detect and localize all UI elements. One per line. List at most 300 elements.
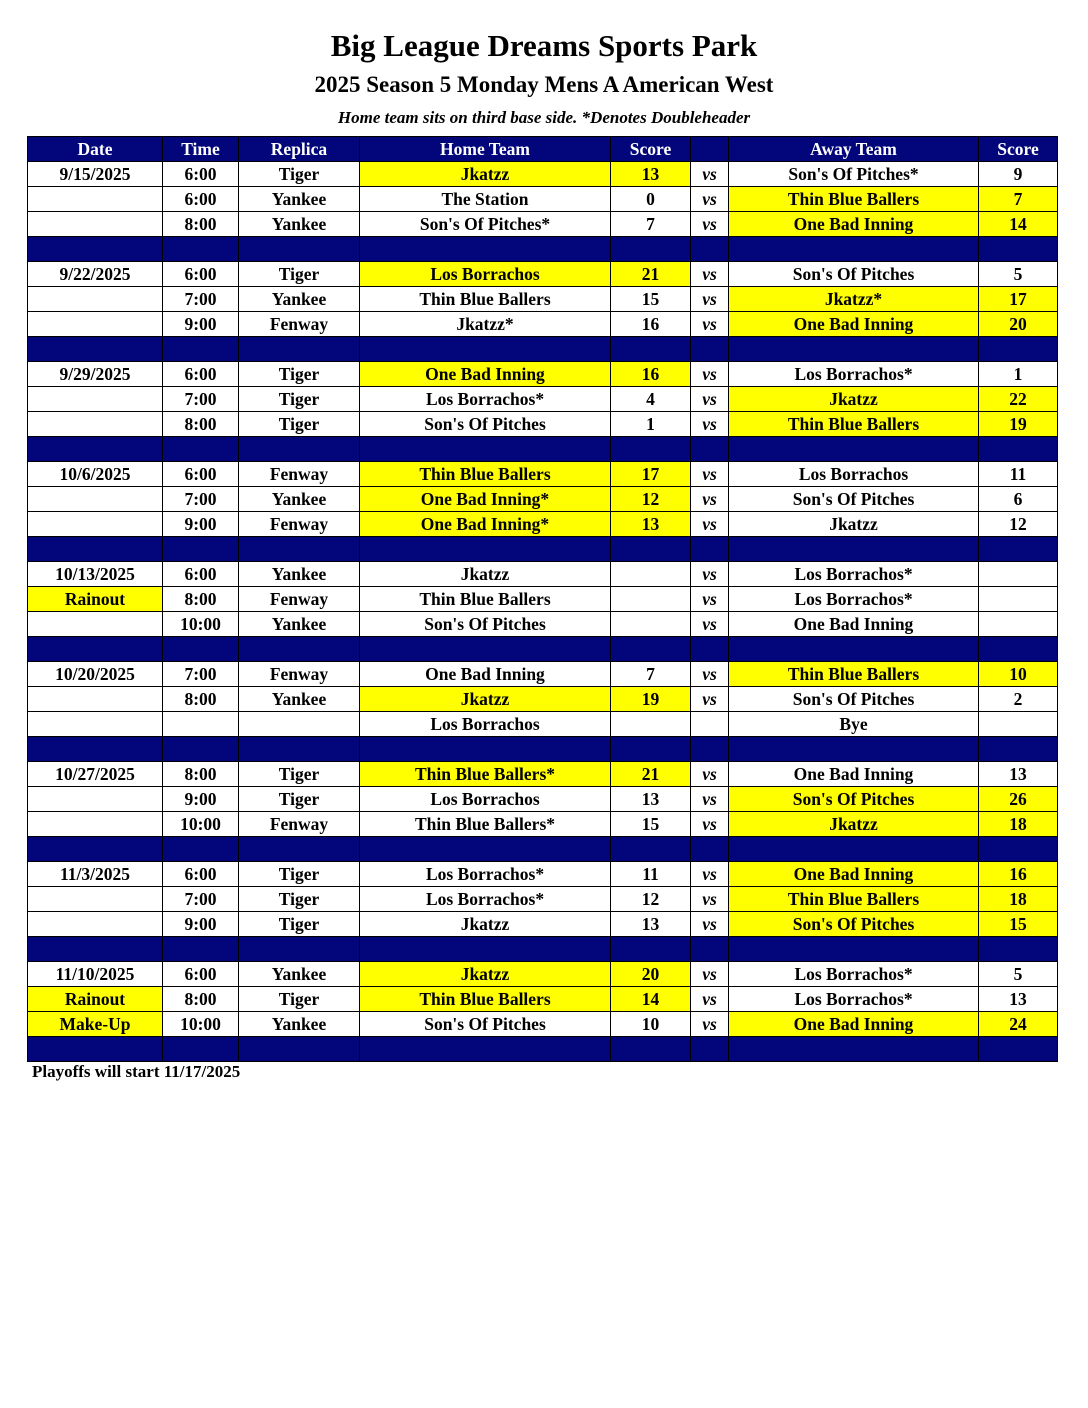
separator-cell	[611, 237, 691, 262]
away-team: Los Borrachos*	[729, 962, 979, 987]
away-score: 26	[979, 787, 1058, 812]
away-score: 11	[979, 462, 1058, 487]
home-team: One Bad Inning	[360, 662, 611, 687]
week-date-empty	[28, 287, 163, 312]
separator-cell	[729, 537, 979, 562]
away-team: Son's Of Pitches	[729, 787, 979, 812]
away-team: Bye	[729, 712, 979, 737]
away-score: 2	[979, 687, 1058, 712]
separator-cell	[691, 337, 729, 362]
away-score: 10	[979, 662, 1058, 687]
week-date-empty	[28, 412, 163, 437]
home-score: 16	[611, 312, 691, 337]
vs-label: vs	[691, 687, 729, 712]
col-away-team: Away Team	[729, 137, 979, 162]
week-date: 10/13/2025	[28, 562, 163, 587]
game-time: 6:00	[163, 562, 239, 587]
vs-label: vs	[691, 262, 729, 287]
home-team: Los Borrachos	[360, 262, 611, 287]
separator-cell	[28, 337, 163, 362]
game-row	[28, 162, 1058, 187]
away-score: 19	[979, 412, 1058, 437]
home-team: Los Borrachos*	[360, 887, 611, 912]
away-team: One Bad Inning	[729, 212, 979, 237]
away-team: Jkatzz	[729, 812, 979, 837]
game-time: 7:00	[163, 662, 239, 687]
separator-cell	[28, 437, 163, 462]
game-time: 6:00	[163, 162, 239, 187]
home-team: Thin Blue Ballers*	[360, 812, 611, 837]
away-score	[979, 562, 1058, 587]
vs-label: vs	[691, 987, 729, 1012]
week-date: 9/29/2025	[28, 362, 163, 387]
home-team: One Bad Inning*	[360, 487, 611, 512]
game-field: Fenway	[239, 312, 360, 337]
separator-cell	[360, 437, 611, 462]
home-team: Jkatzz*	[360, 312, 611, 337]
game-row	[28, 712, 1058, 737]
separator-cell	[360, 837, 611, 862]
game-row	[28, 662, 1058, 687]
week-date-empty	[28, 812, 163, 837]
home-team: Los Borrachos	[360, 712, 611, 737]
away-score: 20	[979, 312, 1058, 337]
game-time: 7:00	[163, 887, 239, 912]
home-team: Los Borrachos*	[360, 862, 611, 887]
header-row	[28, 137, 1058, 162]
schedule-table	[27, 136, 1058, 1062]
away-team: One Bad Inning	[729, 1012, 979, 1037]
separator-cell	[239, 1037, 360, 1062]
home-team: Los Borrachos*	[360, 387, 611, 412]
away-team: Son's Of Pitches	[729, 487, 979, 512]
away-score: 17	[979, 287, 1058, 312]
separator-cell	[239, 937, 360, 962]
col-time: Time	[163, 137, 239, 162]
vs-label: vs	[691, 787, 729, 812]
away-score: 6	[979, 487, 1058, 512]
separator-cell	[691, 637, 729, 662]
separator-cell	[360, 637, 611, 662]
separator-cell	[239, 237, 360, 262]
home-score: 12	[611, 487, 691, 512]
away-team: One Bad Inning	[729, 612, 979, 637]
home-team: Thin Blue Ballers	[360, 287, 611, 312]
col-away-score: Score	[979, 137, 1058, 162]
game-field: Tiger	[239, 862, 360, 887]
col-date: Date	[28, 137, 163, 162]
page-subtitle: 2025 Season 5 Monday Mens A American West	[314, 72, 774, 97]
week-separator	[28, 537, 1058, 562]
vs-label: vs	[691, 887, 729, 912]
home-score: 20	[611, 962, 691, 987]
home-score	[611, 562, 691, 587]
away-score: 7	[979, 187, 1058, 212]
week-date-empty	[28, 887, 163, 912]
game-row	[28, 262, 1058, 287]
game-row	[28, 762, 1058, 787]
vs-label: vs	[691, 612, 729, 637]
game-time: 8:00	[163, 987, 239, 1012]
separator-cell	[729, 737, 979, 762]
game-time	[163, 712, 239, 737]
away-score	[979, 712, 1058, 737]
separator-cell	[979, 937, 1058, 962]
away-team: Los Borrachos*	[729, 562, 979, 587]
separator-cell	[691, 937, 729, 962]
week-date-empty	[28, 787, 163, 812]
vs-label: vs	[691, 812, 729, 837]
home-score: 13	[611, 912, 691, 937]
separator-cell	[239, 437, 360, 462]
game-row	[28, 512, 1058, 537]
week-separator	[28, 337, 1058, 362]
game-time: 7:00	[163, 287, 239, 312]
home-score: 0	[611, 187, 691, 212]
home-team: Thin Blue Ballers	[360, 462, 611, 487]
game-field: Yankee	[239, 287, 360, 312]
away-team: Son's Of Pitches	[729, 262, 979, 287]
game-time: 9:00	[163, 512, 239, 537]
separator-cell	[163, 637, 239, 662]
separator-cell	[239, 837, 360, 862]
away-score: 18	[979, 887, 1058, 912]
game-row	[28, 412, 1058, 437]
home-team: Jkatzz	[360, 562, 611, 587]
separator-cell	[729, 437, 979, 462]
game-time: 6:00	[163, 262, 239, 287]
game-row	[28, 787, 1058, 812]
game-time: 8:00	[163, 412, 239, 437]
col-replica: Replica	[239, 137, 360, 162]
separator-cell	[611, 337, 691, 362]
game-row	[28, 687, 1058, 712]
game-row	[28, 962, 1058, 987]
separator-cell	[239, 737, 360, 762]
game-field: Fenway	[239, 512, 360, 537]
separator-cell	[611, 437, 691, 462]
game-time: 9:00	[163, 787, 239, 812]
game-row	[28, 562, 1058, 587]
week-separator	[28, 937, 1058, 962]
home-team: Son's Of Pitches	[360, 1012, 611, 1037]
week-date: 11/3/2025	[28, 862, 163, 887]
separator-cell	[360, 237, 611, 262]
home-score: 19	[611, 687, 691, 712]
separator-cell	[691, 537, 729, 562]
home-score	[611, 587, 691, 612]
col-home-score: Score	[611, 137, 691, 162]
away-score: 12	[979, 512, 1058, 537]
home-score	[611, 612, 691, 637]
game-time: 9:00	[163, 312, 239, 337]
separator-cell	[28, 837, 163, 862]
week-date-empty	[28, 612, 163, 637]
game-field: Tiger	[239, 887, 360, 912]
away-score: 1	[979, 362, 1058, 387]
home-score: 15	[611, 812, 691, 837]
away-score: 16	[979, 862, 1058, 887]
game-field: Tiger	[239, 362, 360, 387]
week-status-note: Rainout	[28, 587, 163, 612]
vs-label: vs	[691, 662, 729, 687]
separator-cell	[28, 237, 163, 262]
game-time: 10:00	[163, 1012, 239, 1037]
game-field: Tiger	[239, 262, 360, 287]
game-time: 10:00	[163, 612, 239, 637]
week-separator	[28, 1037, 1058, 1062]
game-time: 9:00	[163, 912, 239, 937]
week-separator	[28, 237, 1058, 262]
away-score: 22	[979, 387, 1058, 412]
separator-cell	[611, 537, 691, 562]
vs-label: vs	[691, 1012, 729, 1037]
separator-cell	[611, 737, 691, 762]
home-team: Son's Of Pitches*	[360, 212, 611, 237]
game-row	[28, 287, 1058, 312]
home-team: One Bad Inning	[360, 362, 611, 387]
separator-cell	[691, 1037, 729, 1062]
vs-label: vs	[691, 412, 729, 437]
away-score: 24	[979, 1012, 1058, 1037]
home-score: 11	[611, 862, 691, 887]
away-team: One Bad Inning	[729, 862, 979, 887]
game-row	[28, 187, 1058, 212]
home-score: 1	[611, 412, 691, 437]
separator-cell	[163, 937, 239, 962]
game-row	[28, 812, 1058, 837]
separator-cell	[239, 537, 360, 562]
separator-cell	[691, 437, 729, 462]
home-score: 13	[611, 162, 691, 187]
home-team: The Station	[360, 187, 611, 212]
vs-label: vs	[691, 362, 729, 387]
game-time: 7:00	[163, 487, 239, 512]
game-field: Yankee	[239, 612, 360, 637]
game-time: 8:00	[163, 212, 239, 237]
game-time: 6:00	[163, 962, 239, 987]
game-time: 8:00	[163, 587, 239, 612]
game-row	[28, 612, 1058, 637]
separator-cell	[360, 737, 611, 762]
away-team: Son's Of Pitches*	[729, 162, 979, 187]
separator-cell	[979, 237, 1058, 262]
vs-label	[691, 712, 729, 737]
separator-cell	[360, 537, 611, 562]
schedule-note: Home team sits on third base side. *Denotes Doubleheader	[337, 108, 751, 127]
week-date: 11/10/2025	[28, 962, 163, 987]
home-score: 21	[611, 762, 691, 787]
away-team: Los Borrachos	[729, 462, 979, 487]
away-score: 15	[979, 912, 1058, 937]
separator-cell	[729, 237, 979, 262]
game-row	[28, 912, 1058, 937]
away-team: Los Borrachos*	[729, 587, 979, 612]
week-date-empty	[28, 687, 163, 712]
vs-label: vs	[691, 212, 729, 237]
separator-cell	[729, 937, 979, 962]
home-team: Thin Blue Ballers	[360, 987, 611, 1012]
separator-cell	[729, 337, 979, 362]
separator-cell	[729, 1037, 979, 1062]
separator-cell	[729, 837, 979, 862]
home-score: 17	[611, 462, 691, 487]
game-time: 10:00	[163, 812, 239, 837]
week-date: 10/6/2025	[28, 462, 163, 487]
home-score: 7	[611, 212, 691, 237]
home-team: Son's Of Pitches	[360, 412, 611, 437]
separator-cell	[729, 637, 979, 662]
separator-cell	[979, 737, 1058, 762]
game-field: Yankee	[239, 487, 360, 512]
home-score: 12	[611, 887, 691, 912]
game-field: Fenway	[239, 462, 360, 487]
week-status-note: Make-Up	[28, 1012, 163, 1037]
away-score: 5	[979, 962, 1058, 987]
game-field: Yankee	[239, 187, 360, 212]
home-score: 7	[611, 662, 691, 687]
vs-label: vs	[691, 562, 729, 587]
home-team: Jkatzz	[360, 912, 611, 937]
game-row	[28, 987, 1058, 1012]
vs-label: vs	[691, 312, 729, 337]
game-field: Tiger	[239, 162, 360, 187]
separator-cell	[163, 1037, 239, 1062]
game-row	[28, 387, 1058, 412]
home-team: Thin Blue Ballers	[360, 587, 611, 612]
game-field: Tiger	[239, 787, 360, 812]
home-team: One Bad Inning*	[360, 512, 611, 537]
away-team: One Bad Inning	[729, 762, 979, 787]
separator-cell	[28, 637, 163, 662]
vs-label: vs	[691, 862, 729, 887]
game-field: Tiger	[239, 912, 360, 937]
separator-cell	[239, 637, 360, 662]
separator-cell	[979, 1037, 1058, 1062]
vs-label: vs	[691, 962, 729, 987]
separator-cell	[360, 337, 611, 362]
vs-label: vs	[691, 162, 729, 187]
game-row	[28, 212, 1058, 237]
vs-label: vs	[691, 462, 729, 487]
separator-cell	[691, 837, 729, 862]
separator-cell	[979, 337, 1058, 362]
home-score: 4	[611, 387, 691, 412]
separator-cell	[163, 337, 239, 362]
game-time: 8:00	[163, 762, 239, 787]
week-separator	[28, 437, 1058, 462]
week-date-empty	[28, 187, 163, 212]
week-separator	[28, 837, 1058, 862]
separator-cell	[163, 237, 239, 262]
game-row	[28, 462, 1058, 487]
away-team: Thin Blue Ballers	[729, 412, 979, 437]
home-team: Jkatzz	[360, 962, 611, 987]
week-date: 9/22/2025	[28, 262, 163, 287]
game-field: Yankee	[239, 1012, 360, 1037]
away-team: Los Borrachos*	[729, 362, 979, 387]
col-home-team: Home Team	[360, 137, 611, 162]
home-score: 21	[611, 262, 691, 287]
separator-cell	[611, 937, 691, 962]
away-team: Jkatzz*	[729, 287, 979, 312]
week-separator	[28, 737, 1058, 762]
week-date-empty	[28, 212, 163, 237]
away-score: 18	[979, 812, 1058, 837]
game-row	[28, 587, 1058, 612]
week-date-empty	[28, 387, 163, 412]
home-team: Son's Of Pitches	[360, 612, 611, 637]
home-score: 15	[611, 287, 691, 312]
away-score	[979, 612, 1058, 637]
vs-label: vs	[691, 512, 729, 537]
home-score: 13	[611, 787, 691, 812]
game-field: Yankee	[239, 962, 360, 987]
vs-label: vs	[691, 287, 729, 312]
game-field: Tiger	[239, 987, 360, 1012]
week-separator	[28, 637, 1058, 662]
week-date-empty	[28, 312, 163, 337]
separator-cell	[360, 1037, 611, 1062]
separator-cell	[691, 237, 729, 262]
separator-cell	[611, 1037, 691, 1062]
away-team: Los Borrachos*	[729, 987, 979, 1012]
home-team: Jkatzz	[360, 687, 611, 712]
away-team: Thin Blue Ballers	[729, 662, 979, 687]
home-team: Jkatzz	[360, 162, 611, 187]
game-field: Tiger	[239, 387, 360, 412]
away-team: Son's Of Pitches	[729, 687, 979, 712]
away-score: 13	[979, 987, 1058, 1012]
separator-cell	[163, 437, 239, 462]
separator-cell	[163, 537, 239, 562]
game-time: 6:00	[163, 362, 239, 387]
game-field: Tiger	[239, 762, 360, 787]
separator-cell	[360, 937, 611, 962]
vs-label: vs	[691, 387, 729, 412]
vs-label: vs	[691, 762, 729, 787]
col-vs	[691, 137, 729, 162]
week-status-note: Rainout	[28, 987, 163, 1012]
separator-cell	[28, 937, 163, 962]
game-row	[28, 312, 1058, 337]
game-row	[28, 487, 1058, 512]
game-time: 6:00	[163, 862, 239, 887]
game-time: 7:00	[163, 387, 239, 412]
page-title: Big League Dreams Sports Park	[330, 28, 758, 63]
home-score: 10	[611, 1012, 691, 1037]
separator-cell	[611, 837, 691, 862]
game-field: Fenway	[239, 812, 360, 837]
week-date: 10/27/2025	[28, 762, 163, 787]
separator-cell	[979, 837, 1058, 862]
away-score: 13	[979, 762, 1058, 787]
separator-cell	[163, 837, 239, 862]
separator-cell	[611, 637, 691, 662]
away-score: 9	[979, 162, 1058, 187]
game-row	[28, 862, 1058, 887]
week-date-empty	[28, 712, 163, 737]
away-team: Thin Blue Ballers	[729, 887, 979, 912]
vs-label: vs	[691, 487, 729, 512]
away-score: 5	[979, 262, 1058, 287]
game-field	[239, 712, 360, 737]
week-date: 9/15/2025	[28, 162, 163, 187]
game-row	[28, 1012, 1058, 1037]
game-field: Yankee	[239, 687, 360, 712]
game-field: Fenway	[239, 662, 360, 687]
away-team: Son's Of Pitches	[729, 912, 979, 937]
